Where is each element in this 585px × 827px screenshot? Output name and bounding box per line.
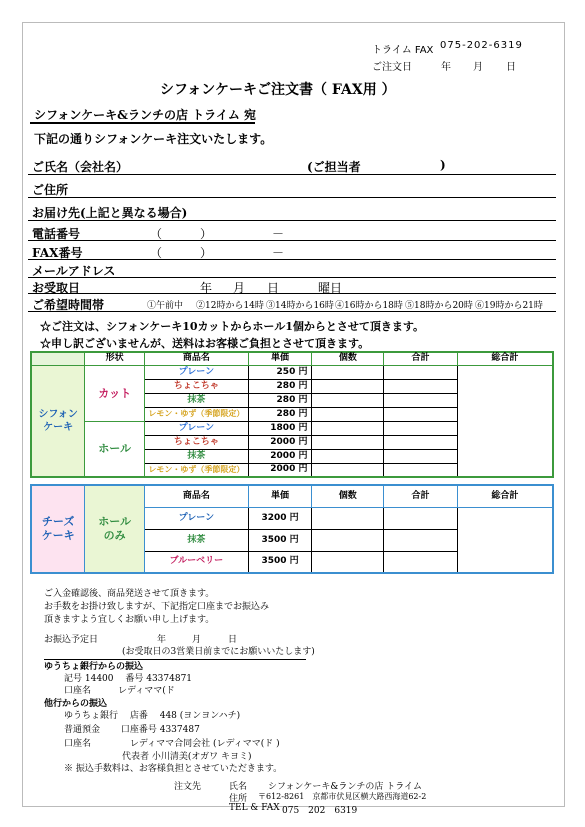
phone-paren-open: （ [150,227,163,241]
delivery-field-line[interactable] [28,220,556,221]
qty-cell[interactable] [312,393,384,407]
name-field-line[interactable] [28,174,556,175]
fax-dash: － [272,246,285,260]
product-name: レモン・ゆず（季節限定） [145,407,249,421]
name-label: ご氏名（会社名） [32,160,129,174]
header-total: 合計 [384,352,458,365]
time-slot-1[interactable]: ①午前中 [147,301,184,311]
scheduled-year: 年 [157,635,167,645]
product-price: 3500 円 [248,529,312,551]
time-slot-4[interactable]: ④16時から18時 [335,301,403,311]
chiffon-category: シフォン ケーキ [31,365,85,477]
order-date-day: 日 [506,62,516,73]
product-price: 2000 円 [248,449,312,463]
other-line-2: 普通預金 口座番号 4337487 [64,725,200,735]
qty-cell[interactable] [312,529,384,551]
pickup-label: お受取日 [32,281,81,295]
qty-cell[interactable] [312,435,384,449]
product-price: 280 円 [248,379,312,393]
product-name: プレーン [145,421,249,435]
product-price: 2000 円 [248,463,312,477]
footer-address-label: 住所 [229,794,248,804]
qty-cell[interactable] [312,463,384,477]
product-name: プレーン [145,365,249,379]
address-label: ご住所 [32,183,69,197]
footer-tel-value: 075 202 6319 [282,806,358,816]
product-name: 抹茶 [145,393,249,407]
fax-label: FAX番号 [32,246,83,260]
product-price: 3200 円 [248,507,312,529]
payment-intro-1: ご入金確認後、商品発送させて頂きます。 [44,589,215,599]
qty-cell[interactable] [312,421,384,435]
grand-total-cell[interactable] [457,365,553,477]
cut-label: カット [85,365,145,421]
time-slot-6[interactable]: ⑥19時から21時 [475,301,543,311]
total-cell[interactable] [384,379,458,393]
product-name: ちょこちゃ [145,435,249,449]
address-field-line[interactable] [28,197,556,198]
product-price: 280 円 [248,393,312,407]
product-name: ブルーベリー [145,551,249,573]
footer-name-value: シフォンケーキ&ランチの店 トライム [268,782,422,792]
intro-text: 下記の通りシフォンケーキ注文いたします。 [34,132,273,146]
scheduled-note: (お受取日の3営業日前までにお願いいたします) [122,647,315,657]
header-grand-total: 総合計 [457,485,553,507]
pickup-year: 年 [200,281,213,295]
header-total: 合計 [384,485,458,507]
footer-name-label: 氏名 [229,782,248,792]
yucho-line-1: 記号 14400 番号 43374871 [64,674,193,684]
header-spacer [31,352,85,365]
fax-paren-close: ） [200,246,213,260]
product-name: 抹茶 [145,529,249,551]
other-bank-title: 他行からの振込 [44,699,108,709]
total-cell[interactable] [384,449,458,463]
order-date-year: 年 [441,62,451,73]
total-cell[interactable] [384,529,458,551]
footer-tel-label: TEL & FAX [229,803,280,813]
total-cell[interactable] [384,463,458,477]
phone-label: 電話番号 [32,227,81,241]
whole-only-label: ホール のみ [85,485,145,573]
contact-close: ) [440,158,446,172]
header-shape: 形状 [85,352,145,365]
header-price: 単価 [248,485,312,507]
other-line-1: ゆうちょ銀行 店番 448 (ヨンヨンハチ) [64,711,241,721]
time-slot-5[interactable]: ⑤18時から20時 [405,301,473,311]
qty-cell[interactable] [312,407,384,421]
total-cell[interactable] [384,507,458,529]
product-name: 抹茶 [145,449,249,463]
product-price: 2000 円 [248,435,312,449]
time-field-line [28,311,556,312]
header-product: 商品名 [145,485,249,507]
contact-label: (ご担当者 [307,160,361,174]
payment-intro-2: お手数をお掛け致しますが、下記指定口座までお振込み [44,602,270,612]
qty-cell[interactable] [312,551,384,573]
yucho-line-2: 口座名 レディママ(ド [64,686,175,696]
chiffon-order-table [30,351,554,478]
order-date-month: 月 [473,62,483,73]
order-date-label: ご注文日 [372,62,412,73]
header-fax-label: トライム FAX [372,45,434,56]
product-price: 280 円 [248,407,312,421]
total-cell[interactable] [384,421,458,435]
email-field-line[interactable] [28,277,556,278]
notice-2: ☆申し訳ございませんが、送料はお客様ご負担とさせて頂きます。 [40,337,370,350]
header-product: 商品名 [145,352,249,365]
pickup-field-line[interactable] [28,293,556,294]
total-cell[interactable] [384,551,458,573]
fax-paren-open: （ [150,246,163,260]
qty-cell[interactable] [312,365,384,379]
scheduled-day: 日 [228,635,238,645]
fee-note: ※ 振込手数料は、お客様負担とさせていただきます。 [64,764,283,774]
pickup-weekday: 曜日 [318,281,343,295]
scheduled-underline [44,659,306,660]
whole-label: ホール [85,421,145,477]
time-slot-2[interactable]: ②12時から14時 [196,301,264,311]
phone-dash: － [272,227,285,241]
yucho-title: ゆうちょ銀行からの振込 [44,662,144,672]
qty-cell[interactable] [312,449,384,463]
product-name: ちょこちゃ [145,379,249,393]
scheduled-label: お振込予定日 [44,635,99,645]
header-qty: 個数 [312,352,384,365]
product-price: 250 円 [248,365,312,379]
time-slot-3[interactable]: ③14時から16時 [266,301,334,311]
total-cell[interactable] [384,365,458,379]
qty-cell[interactable] [312,507,384,529]
total-cell[interactable] [384,435,458,449]
cheese-category: チーズ ケーキ [31,485,85,573]
header-fax-number: 075-202-6319 [440,40,523,51]
grand-total-cell[interactable] [457,507,553,573]
other-line-3: 口座名 レディママ合同会社 (レディママ(ド ) [64,739,280,749]
fax-field-line[interactable] [28,259,556,260]
pickup-day: 日 [267,281,280,295]
scheduled-month: 月 [192,635,202,645]
email-label: メールアドレス [32,264,116,278]
product-name: レモン・ゆず（季節限定） [145,463,249,477]
orderer-label: 注文先 [174,782,202,792]
qty-cell[interactable] [312,379,384,393]
other-line-4: 代表者 小川清美(オガワ キヨミ) [122,752,252,762]
notice-1: ☆ご注文は、シフォンケーキ10カットからホール1個からとさせて頂きます。 [40,320,424,333]
footer-address-value: 〒612-8261 京都市伏見区横大路西海道62-2 [258,792,427,801]
header-qty: 個数 [312,485,384,507]
product-name: プレーン [145,507,249,529]
page-title: シフォンケーキご注文書（ FAX用 ） [160,82,396,98]
phone-paren-close: ） [200,227,213,241]
delivery-label: お届け先(上記と異なる場合) [32,206,188,220]
payment-intro-3: 頂きますよう宜しくお願い申し上げます。 [44,615,215,625]
header-price: 単価 [248,352,312,365]
pickup-month: 月 [233,281,246,295]
header-grand-total: 総合計 [457,352,553,365]
total-cell[interactable] [384,407,458,421]
phone-field-line[interactable] [28,240,556,241]
product-price: 1800 円 [248,421,312,435]
total-cell[interactable] [384,393,458,407]
addressee: シフォンケーキ&ランチの店 トライム 宛 [34,108,256,122]
time-label: ご希望時間帯 [32,298,105,312]
cheese-order-table [30,484,554,574]
product-price: 3500 円 [248,551,312,573]
addressee-underline [30,122,255,124]
